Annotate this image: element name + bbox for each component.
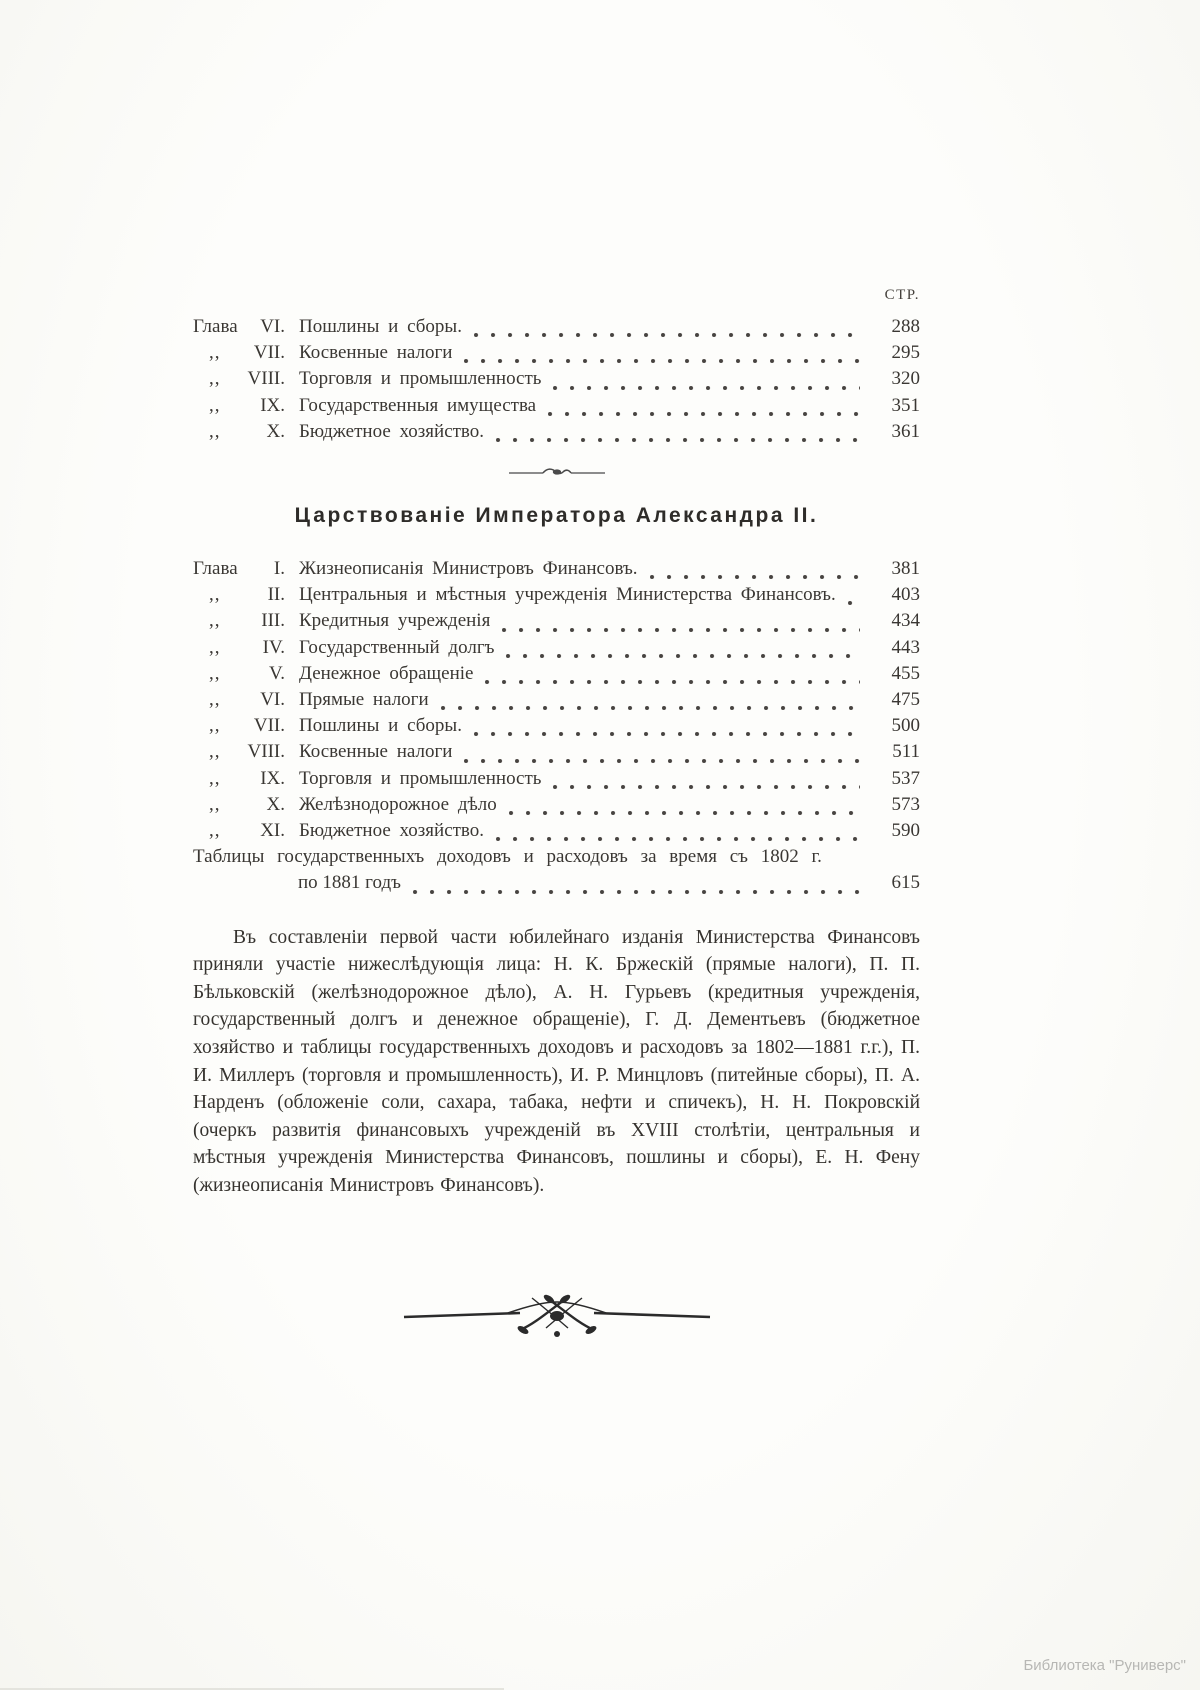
toc-entry-row <box>193 713 920 739</box>
entry-title: Торговля и промышленность <box>299 767 542 789</box>
section-divider <box>193 465 920 481</box>
entry-title: Косвенные налоги <box>299 342 453 364</box>
credits-paragraph: Въ составленіи первой части юбилейнаго изданія Министерства Финансовъ приняли участіе нижеслѣдующія лица: Н. К. Бржескій (прямые налоги), П. П. Бѣльковскій (желѣзнодорожное дѣло), А. Н. Гурьевъ (кредитныя учрежденія, государственный долгъ и денежное обращеніе), Г. Д. Дементьевъ (бюджетное хозяйство и таблицы государственныхъ доходовъ и расходовъ за 1802—1881 г.г.), П. И. Миллеръ (торговля и промышленность), И. Р. Минцловъ (питейные сборы), П. А. Нарденъ (обложеніе соли, сахара, табака, нефти и спичекъ), Н. Н. Покровскій (очеркъ развитія финансовыхъ учрежденій въ XVIII столѣтіи, центральныя и мѣстныя учрежденія Министерства Финансовъ, пошлины и сборы), Е. Н. Фену (жизнеописанія Министровъ Финансовъ). <box>193 926 920 1196</box>
page-column-header: СТР. <box>884 287 920 303</box>
toc-entry-row <box>193 556 920 582</box>
chapter-numeral: IX. <box>260 767 285 789</box>
entry-page-number: 381 <box>891 558 920 580</box>
entry-page-number: 403 <box>891 584 920 606</box>
dot-leader <box>502 628 860 632</box>
entry-title: Кредитныя учрежденія <box>299 610 491 632</box>
tables-entry-line2 <box>193 870 920 896</box>
entry-page-number: 434 <box>891 610 920 632</box>
chapter-word: ,, <box>209 636 221 658</box>
section-heading: Царствованіе Императора Александра II. <box>294 504 819 528</box>
dot-leader <box>548 412 860 416</box>
chapter-word: ,, <box>209 820 221 842</box>
library-watermark: Библиотека "Руниверс" <box>1023 1657 1186 1674</box>
entry-page-number: 573 <box>891 793 920 815</box>
toc-entry-row <box>193 314 920 340</box>
chapter-word: ,, <box>209 584 221 606</box>
tables-entry-continuation: по 1881 годъ <box>298 872 401 894</box>
chapter-word: ,, <box>209 741 221 763</box>
entry-page-number: 443 <box>891 636 920 658</box>
entry-page-number: 475 <box>891 689 920 711</box>
dot-leader <box>496 837 860 841</box>
dot-leader <box>509 811 860 815</box>
chapter-numeral: X. <box>266 420 285 442</box>
divider-ornament-icon <box>509 465 605 479</box>
chapter-word: ,, <box>209 662 221 684</box>
entry-title: Государственный долгъ <box>299 636 495 658</box>
toc-entry-row <box>193 661 920 687</box>
chapter-word: ,, <box>209 368 221 390</box>
chapter-word: ,, <box>209 610 221 632</box>
dot-leader <box>474 333 860 337</box>
toc-entry-row <box>193 393 920 419</box>
entry-page-number: 615 <box>891 872 920 894</box>
toc-entry-row <box>193 635 920 661</box>
dot-leader <box>485 680 860 684</box>
dot-leader <box>496 438 860 442</box>
entry-title: Косвенные налоги <box>299 741 453 763</box>
toc-entry-tables <box>193 844 920 896</box>
entry-page-number: 590 <box>891 820 920 842</box>
chapter-numeral: V. <box>268 662 285 684</box>
entry-page-number: 511 <box>892 741 920 763</box>
entry-title: Денежное обращеніе <box>299 662 474 684</box>
tailpiece-ornament-icon <box>402 1290 712 1342</box>
entry-page-number: 351 <box>891 394 920 416</box>
chapter-numeral: IV. <box>262 636 285 658</box>
chapter-numeral: II. <box>267 584 285 606</box>
toc-entry-row <box>193 766 920 792</box>
dot-leader <box>553 785 860 789</box>
chapter-numeral: IX. <box>260 394 285 416</box>
entry-title: Пошлины и сборы. <box>299 316 462 337</box>
dot-leader <box>506 654 860 658</box>
dot-leader <box>464 759 860 763</box>
toc-entry-row <box>193 739 920 765</box>
entry-page-number: 537 <box>891 767 920 789</box>
chapter-numeral: I. <box>273 558 285 580</box>
dot-leader <box>413 890 860 894</box>
entry-page-number: 320 <box>891 368 920 390</box>
entry-page-number: 295 <box>891 342 920 364</box>
dot-leader <box>441 706 860 710</box>
toc-entry-row <box>193 582 920 608</box>
toc-entry-row <box>193 419 920 445</box>
toc-entry-row <box>193 366 920 392</box>
toc-second-block <box>193 556 920 897</box>
toc-entry-row <box>193 340 920 366</box>
entry-title: Желѣзнодорожное дѣло <box>299 793 497 815</box>
chapter-word: ,, <box>209 394 221 416</box>
chapter-word: ,, <box>209 689 221 711</box>
tailpiece <box>193 1290 920 1347</box>
chapter-word: Глава <box>193 558 238 580</box>
chapter-numeral: VII. <box>253 715 285 737</box>
chapter-numeral: VII. <box>253 342 285 364</box>
dot-leader <box>474 732 860 736</box>
chapter-numeral: VIII. <box>247 741 285 763</box>
dot-leader <box>650 575 860 579</box>
toc-entry-row <box>193 608 920 634</box>
chapter-word: ,, <box>209 342 221 364</box>
entry-page-number: 288 <box>891 316 920 337</box>
chapter-numeral: X. <box>266 793 285 815</box>
toc-entry-row <box>193 687 920 713</box>
entry-title: Государственныя имущества <box>299 394 537 416</box>
toc-first-block <box>193 314 920 445</box>
chapter-numeral: VI. <box>260 316 285 337</box>
entry-title: Бюджетное хозяйство. <box>299 820 485 842</box>
entry-page-number: 361 <box>891 420 920 442</box>
entry-page-number: 500 <box>891 715 920 737</box>
entry-page-number: 455 <box>891 662 920 684</box>
entry-title: Центральныя и мѣстныя учрежденія Министерства Финансовъ. <box>299 584 836 606</box>
chapter-numeral: VIII. <box>247 368 285 390</box>
chapter-numeral: III. <box>261 610 285 632</box>
page-body <box>193 287 920 1347</box>
entry-title: Жизнеописанія Министровъ Финансовъ. <box>299 558 638 580</box>
toc-entry-row <box>193 818 920 844</box>
entry-title: Прямые налоги <box>299 689 429 711</box>
dot-leader <box>464 359 860 363</box>
toc-entry-row <box>193 792 920 818</box>
chapter-word: ,, <box>209 715 221 737</box>
entry-title: Бюджетное хозяйство. <box>299 420 485 442</box>
entry-title: Пошлины и сборы. <box>299 715 462 737</box>
dot-leader <box>553 386 860 390</box>
chapter-word: ,, <box>209 793 221 815</box>
entry-title: Торговля и промышленность <box>299 368 542 390</box>
chapter-word: ,, <box>209 420 221 442</box>
tables-entry-line1: Таблицы государственныхъ доходовъ и расходовъ за время съ 1802 г. <box>193 846 822 868</box>
chapter-numeral: XI. <box>260 820 285 842</box>
chapter-word: Глава <box>193 316 238 337</box>
chapter-word: ,, <box>209 767 221 789</box>
dot-leader <box>848 601 860 605</box>
chapter-numeral: VI. <box>260 689 285 711</box>
